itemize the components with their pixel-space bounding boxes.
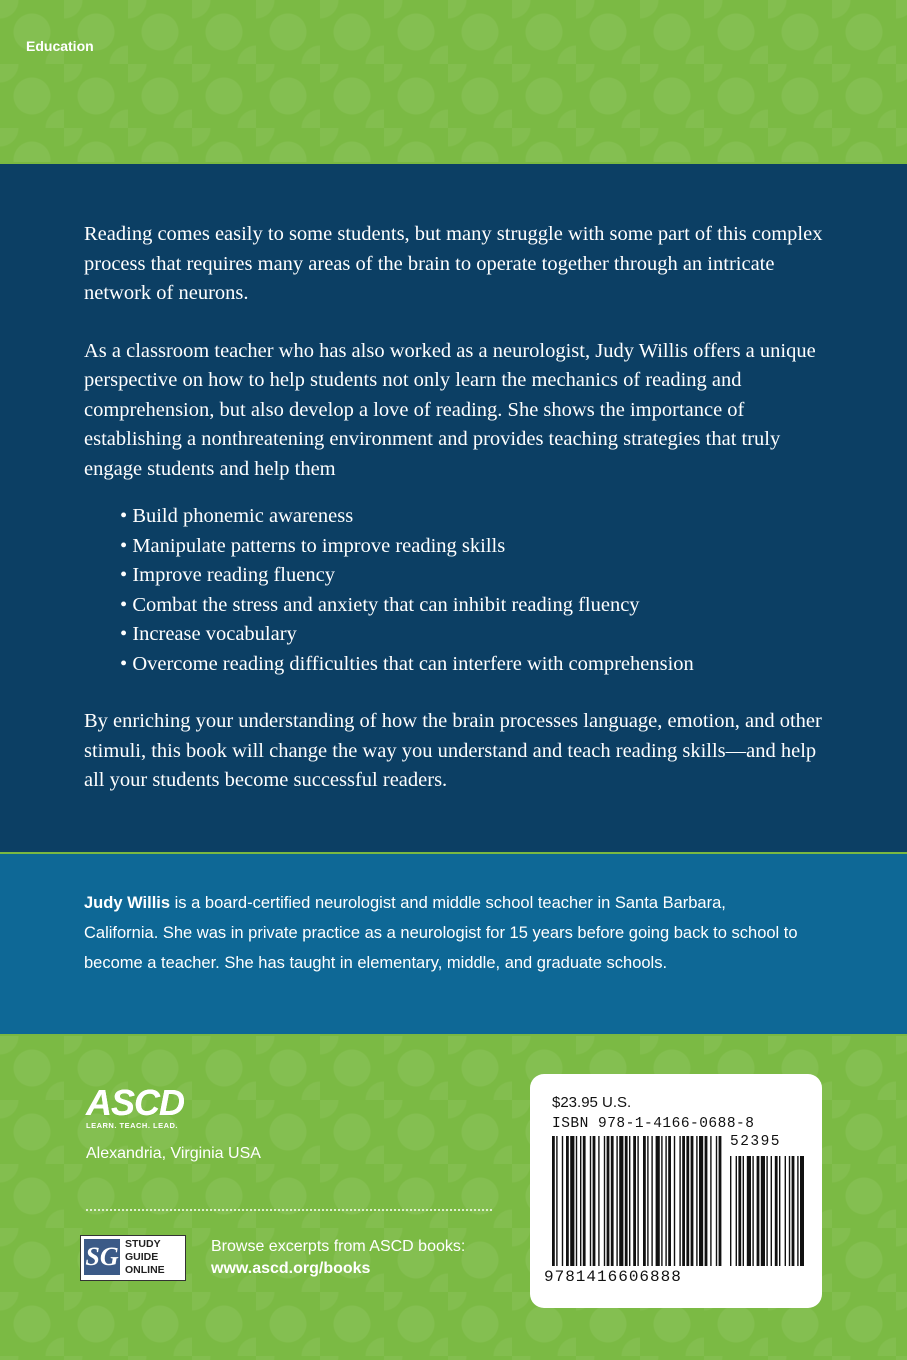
benefit-item: • Overcome reading difficulties that can interfere with comprehension bbox=[120, 650, 824, 680]
barcode-bar bbox=[625, 1136, 628, 1266]
browse-text: Browse excerpts from ASCD books: bbox=[211, 1238, 466, 1255]
dotted-divider bbox=[86, 1209, 492, 1211]
barcode-bar bbox=[556, 1136, 557, 1266]
description-paragraph: Reading comes easily to some students, but many struggle with some part of this complex process that requires many areas of the brain to operate together through an intricate network of neurons. bbox=[84, 223, 823, 304]
barcode-addon-bar bbox=[752, 1156, 753, 1266]
barcode-bar bbox=[598, 1136, 599, 1266]
ascd-logo-text: ASCD bbox=[86, 1082, 185, 1123]
benefit-item: • Manipulate patterns to improve reading skills bbox=[120, 532, 824, 562]
publisher-location: Alexandria, Virginia USA bbox=[86, 1145, 261, 1162]
barcode-addon-bar bbox=[761, 1156, 765, 1266]
barcode-addon-code: 52395 bbox=[730, 1134, 782, 1150]
barcode-bar bbox=[651, 1136, 652, 1266]
barcode-addon-bar bbox=[779, 1156, 780, 1266]
barcode-bar bbox=[583, 1136, 586, 1266]
barcode-bar bbox=[686, 1136, 689, 1266]
barcode-addon-bar bbox=[797, 1156, 798, 1266]
price-label: $23.95 U.S. bbox=[552, 1094, 632, 1111]
barcode-addon-bar bbox=[730, 1156, 731, 1266]
barcode-bar bbox=[604, 1136, 605, 1266]
description-panel bbox=[0, 164, 907, 852]
barcode-addon-bar bbox=[789, 1156, 790, 1266]
author-name: Judy Willis bbox=[84, 894, 171, 912]
barcode-bar bbox=[611, 1136, 614, 1266]
barcode-bar bbox=[593, 1136, 596, 1266]
barcode-bar bbox=[576, 1136, 577, 1266]
barcode-bar bbox=[633, 1136, 636, 1266]
barcode-bar bbox=[616, 1136, 617, 1266]
category-label: Education bbox=[26, 38, 94, 54]
barcode-addon-bar bbox=[736, 1156, 737, 1266]
barcode-bar bbox=[665, 1136, 666, 1266]
study-guide-label: STUDY GUIDE ONLINE bbox=[125, 1238, 165, 1276]
barcode-bar bbox=[710, 1136, 711, 1266]
barcode-bar bbox=[679, 1136, 680, 1266]
browse-excerpts bbox=[211, 1236, 465, 1280]
barcode-bar bbox=[691, 1136, 694, 1266]
barcode-bar bbox=[661, 1136, 662, 1266]
barcode-bar bbox=[637, 1136, 638, 1266]
barcode-addon-bar bbox=[800, 1156, 804, 1266]
barcode-bar bbox=[607, 1136, 610, 1266]
benefit-item: • Build phonemic awareness bbox=[120, 502, 824, 532]
ascd-logo bbox=[86, 1082, 185, 1130]
barcode-bar bbox=[580, 1136, 581, 1266]
barcode-bar bbox=[552, 1136, 555, 1266]
barcode-addon-bar bbox=[771, 1156, 772, 1266]
barcode-bar bbox=[705, 1136, 708, 1266]
barcode-box bbox=[530, 1074, 822, 1308]
barcode-addon-bar bbox=[766, 1156, 767, 1266]
author-bio bbox=[84, 888, 804, 978]
barcode-bar bbox=[629, 1136, 630, 1266]
barcode-addon-bar bbox=[792, 1156, 795, 1266]
barcode-bar bbox=[590, 1136, 591, 1266]
barcode-bar bbox=[674, 1136, 675, 1266]
barcode-addon-bar bbox=[743, 1156, 744, 1266]
barcode-bar bbox=[716, 1136, 717, 1266]
author-bio-panel bbox=[0, 854, 907, 1034]
barcode-bar bbox=[566, 1136, 569, 1266]
barcode-digits: 9781416606888 bbox=[544, 1268, 682, 1286]
barcode-bar bbox=[619, 1136, 623, 1266]
barcode-bar bbox=[719, 1136, 722, 1266]
benefit-item: • Combat the stress and anxiety that can inhibit reading fluency bbox=[120, 591, 824, 621]
barcode-addon-bar bbox=[785, 1156, 786, 1266]
description-closing: By enriching your understanding of how the brain processes language, emotion, and other stimuli, this book will change the way you understand and teach reading skills—and help all your students become successful readers. bbox=[84, 710, 822, 791]
benefit-list bbox=[120, 502, 824, 679]
study-guide-badge bbox=[80, 1235, 186, 1281]
description-paragraph: As a classroom teacher who has also worked as a neurologist, Judy Willis offers a unique perspective on how to help students not only learn the mechanics of reading and comprehension, but also develop a love of reading. She shows the importance of establishing a nonthreatening environment and provides teaching strategies that truly engage students and help them bbox=[84, 339, 816, 480]
study-guide-icon: SG bbox=[84, 1239, 120, 1275]
barcode-bar bbox=[647, 1136, 648, 1266]
ascd-books-link[interactable]: www.ascd.org/books bbox=[211, 1260, 371, 1277]
barcode-addon-bar bbox=[738, 1156, 741, 1266]
barcode-bar bbox=[668, 1136, 671, 1266]
description-text bbox=[84, 220, 824, 824]
author-bio-text: is a board-certified neurologist and middle school teacher in Santa Barbara, California. She was in private practice as a neurologist for 15 years before going back to school to become a teacher. She has taught in elementary, middle, and graduate schools. bbox=[84, 894, 798, 972]
barcode-icon bbox=[552, 1134, 804, 1269]
barcode-bar bbox=[656, 1136, 660, 1266]
barcode-addon-bar bbox=[775, 1156, 778, 1266]
barcode-bar bbox=[570, 1136, 574, 1266]
isbn-label: ISBN 978-1-4166-0688-8 bbox=[552, 1116, 755, 1132]
benefit-item: • Increase vocabulary bbox=[120, 620, 824, 650]
ascd-tagline: LEARN. TEACH. LEAD. bbox=[86, 1121, 178, 1130]
barcode-addon-bar bbox=[757, 1156, 760, 1266]
barcode-bar bbox=[696, 1136, 697, 1266]
barcode-addon-bar bbox=[747, 1156, 751, 1266]
barcode-bar bbox=[562, 1136, 563, 1266]
barcode-bar bbox=[699, 1136, 703, 1266]
benefit-item: • Improve reading fluency bbox=[120, 561, 824, 591]
barcode-bar bbox=[643, 1136, 646, 1266]
top-green-band bbox=[0, 0, 907, 162]
barcode-bar bbox=[682, 1136, 685, 1266]
